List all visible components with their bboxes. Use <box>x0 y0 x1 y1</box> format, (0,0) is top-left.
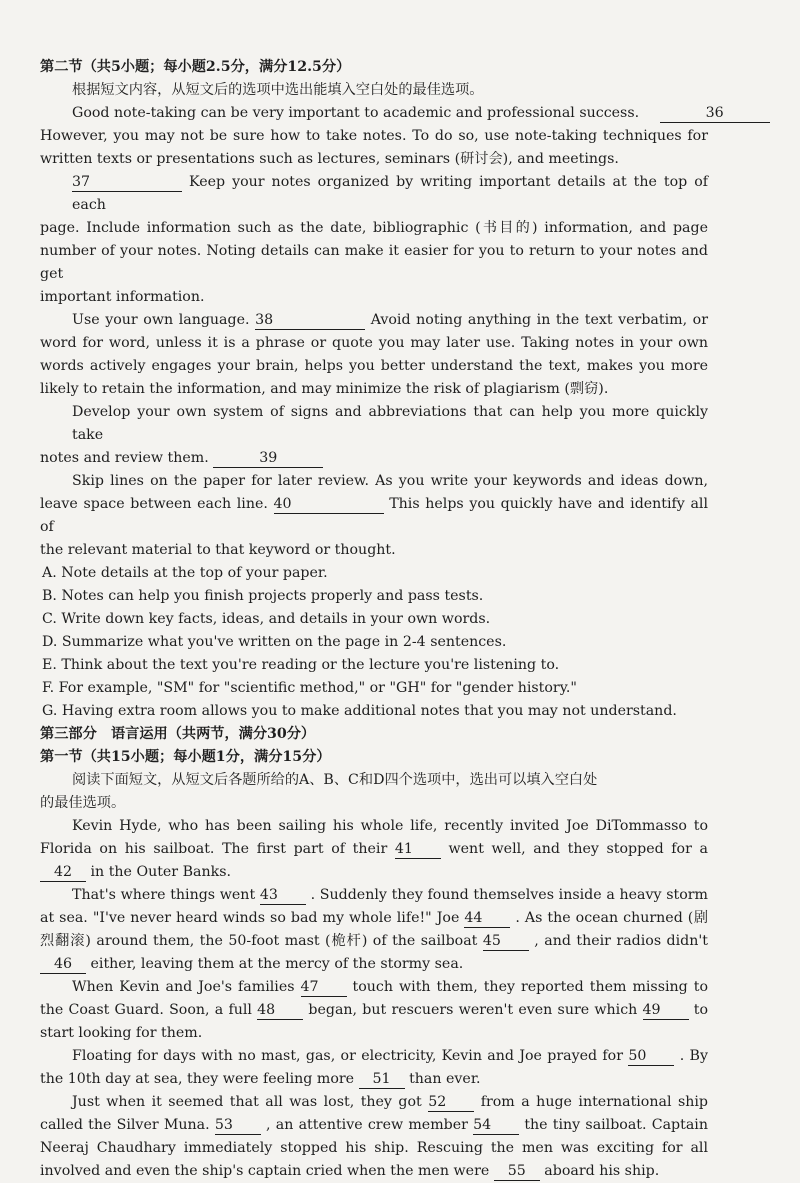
passage-line: number of your notes. Noting details can make it easier for you to return to your notes and get <box>40 243 708 282</box>
part3-heading: 第三部分 语言运用（共两节，满分30分） <box>40 726 316 742</box>
passage-line <box>40 493 708 539</box>
passage-line: page. Include information such as the date, bibliographic (书目的) information, and page <box>40 220 708 236</box>
passage-text: involved and even the ship's captain cried when the men were <box>40 1163 490 1179</box>
passage-text: When Kevin and Joe's families <box>72 979 295 995</box>
passage-text: aboard his ship. <box>544 1163 660 1179</box>
passage-text: the Coast Guard. Soon, a full <box>40 1002 252 1018</box>
blank-38: 38 <box>255 311 365 330</box>
passage-text: to <box>693 1002 708 1018</box>
passage-text: notes and review them. <box>40 450 209 466</box>
passage-line: Neeraj Chaudhary immediately stopped his ship. Rescuing the men was exciting for all <box>40 1140 708 1156</box>
blank-53: 53 <box>215 1116 261 1135</box>
passage-text: Keep your notes organized by writing important details at the top of each <box>72 174 708 213</box>
passage-text: went well, and they stopped for a <box>448 841 708 857</box>
passage-line <box>40 1114 708 1137</box>
passage-line: Develop your own system of signs and abbreviations that can help you more quickly take <box>72 404 708 443</box>
blank-54: 54 <box>473 1116 519 1135</box>
passage-text: than ever. <box>409 1071 481 1087</box>
blank-46: 46 <box>40 955 86 974</box>
passage-text: in the Outer Banks. <box>90 864 232 880</box>
option-f: F. For example, "SM" for "scientific method," or "GH" for "gender history." <box>42 680 577 696</box>
passage-line <box>40 1045 708 1068</box>
blank-37: 37 <box>72 173 182 192</box>
passage-line <box>40 171 708 217</box>
passage-text: from a huge international ship <box>480 1094 708 1110</box>
blank-55: 55 <box>494 1162 540 1181</box>
passage-text: Floating for days with no mast, gas, or electricity, Kevin and Joe prayed for <box>72 1048 624 1064</box>
passage-line: written texts or presentations such as lectures, seminars (研讨会), and meetings. <box>40 151 619 167</box>
blank-43: 43 <box>260 886 306 905</box>
option-a: A. Note details at the top of your paper. <box>42 565 328 581</box>
option-e: E. Think about the text you're reading or the lecture you're listening to. <box>42 657 560 673</box>
passage-line <box>40 838 708 861</box>
blank-52: 52 <box>428 1093 474 1112</box>
passage-text: , and their radios didn't <box>534 933 709 949</box>
passage-text: Good note-taking can be very important to academic and professional success. <box>72 105 640 121</box>
passage-line <box>40 1160 708 1183</box>
passage-text: began, but rescuers weren't even sure which <box>308 1002 638 1018</box>
blank-48: 48 <box>257 1001 303 1020</box>
passage-text: either, leaving them at the mercy of the stormy sea. <box>90 956 464 972</box>
blank-47: 47 <box>301 978 347 997</box>
passage-text: called the Silver Muna. <box>40 1117 210 1133</box>
blank-44: 44 <box>464 909 510 928</box>
passage-line <box>40 930 708 953</box>
passage-text: , an attentive crew member <box>266 1117 468 1133</box>
passage-text: . As the ocean churned (剧 <box>515 910 709 926</box>
blank-36: 36 <box>660 104 770 123</box>
passage-line <box>40 999 708 1022</box>
blank-40: 40 <box>274 495 384 514</box>
passage-text: the 10th day at sea, they were feeling more <box>40 1071 355 1087</box>
passage-text: . By <box>679 1048 708 1064</box>
passage-line: start looking for them. <box>40 1025 203 1041</box>
passage-text: 烈翻滚) around them, the 50-foot mast (桅杆) of the sailboat <box>40 933 478 949</box>
blank-39: 39 <box>213 449 323 468</box>
passage-line <box>40 1091 708 1114</box>
option-b: B. Notes can help you finish projects properly and pass tests. <box>42 588 484 604</box>
blank-45: 45 <box>483 932 529 951</box>
passage-line <box>40 976 708 999</box>
passage-text: leave space between each line. <box>40 496 268 512</box>
passage-line: the relevant material to that keyword or thought. <box>40 542 396 558</box>
passage-text: . Suddenly they found themselves inside a heavy storm <box>310 887 708 903</box>
passage-line: word for word, unless it is a phrase or quote you may later use. Taking notes in your own <box>40 335 708 351</box>
passage-text: Just when it seemed that all was lost, they got <box>72 1094 422 1110</box>
part3-instruction: 阅读下面短文，从短文后各题所给的A、B、C和D四个选项中，选出可以填入空白处 <box>72 772 598 788</box>
passage-text: the tiny sailboat. Captain <box>524 1117 708 1133</box>
passage-line <box>40 953 708 976</box>
blank-49: 49 <box>643 1001 689 1020</box>
passage-line: likely to retain the information, and may minimize the risk of plagiarism (剽窃). <box>40 381 609 397</box>
passage-text: Avoid noting anything in the text verbatim, or <box>370 312 708 328</box>
passage-line <box>40 447 708 470</box>
part3-instruction: 的最佳选项。 <box>40 795 126 811</box>
passage-line: important information. <box>40 289 205 305</box>
passage-text: Florida on his sailboat. The first part of their <box>40 841 388 857</box>
passage-text: This helps you quickly have and identify all of <box>40 496 708 535</box>
option-g: G. Having extra room allows you to make additional notes that you may not understand. <box>42 703 677 719</box>
passage-text: at sea. "I've never heard winds so bad my whole life!" Joe <box>40 910 460 926</box>
passage-text: touch with them, they reported them missing to <box>352 979 708 995</box>
passage-line <box>40 861 708 884</box>
blank-51: 51 <box>359 1070 405 1089</box>
section2-instruction: 根据短文内容，从短文后的选项中选出能填入空白处的最佳选项。 <box>72 82 484 98</box>
passage-line <box>40 884 708 907</box>
blank-42: 42 <box>40 863 86 882</box>
part3-sub-heading: 第一节（共15小题；每小题1分，满分15分） <box>40 749 331 765</box>
passage-line <box>40 907 708 930</box>
passage-line: words actively engages your brain, helps you better understand the text, makes you more <box>40 358 708 374</box>
passage-line: Kevin Hyde, who has been sailing his whole life, recently invited Joe DiTommasso to <box>72 818 708 834</box>
passage-line: Skip lines on the paper for later review. As you write your keywords and ideas down, <box>72 473 708 489</box>
option-d: D. Summarize what you've written on the page in 2-4 sentences. <box>42 634 507 650</box>
section2-heading: 第二节（共5小题；每小题2.5分，满分12.5分） <box>40 59 351 75</box>
blank-41: 41 <box>395 840 441 859</box>
passage-line <box>40 1068 708 1091</box>
blank-50: 50 <box>628 1047 674 1066</box>
passage-line: However, you may not be sure how to take notes. To do so, use note-taking techniques for <box>40 128 708 144</box>
option-c: C. Write down key facts, ideas, and details in your own words. <box>42 611 491 627</box>
passage-text: Use your own language. <box>72 312 250 328</box>
passage-line <box>40 102 724 125</box>
passage-text: That's where things went <box>72 887 256 903</box>
passage-line <box>40 309 708 332</box>
